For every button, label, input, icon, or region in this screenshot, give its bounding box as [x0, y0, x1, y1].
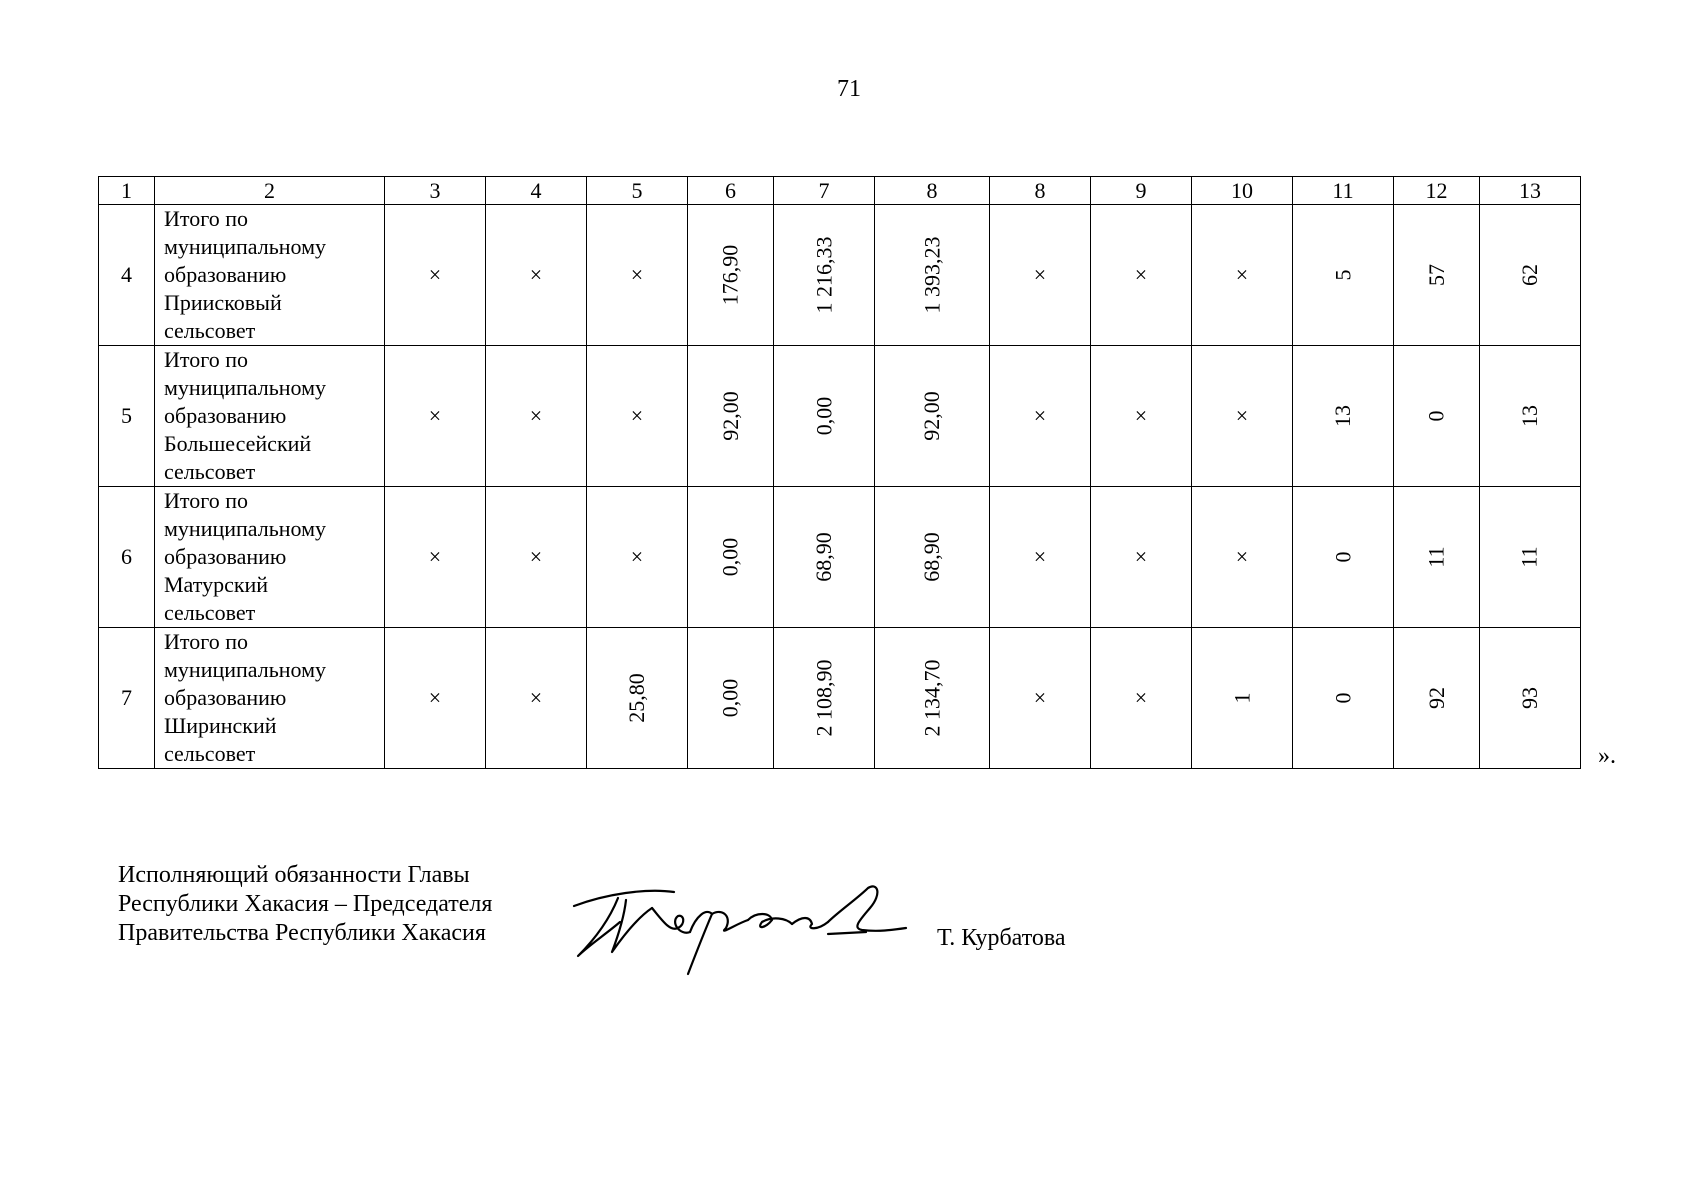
cell-value: 62 — [1517, 264, 1542, 286]
cell — [1091, 205, 1192, 346]
table-row — [99, 346, 1581, 487]
column-header: 5 — [587, 177, 688, 205]
cell-value: 1 393,23 — [919, 236, 944, 314]
column-header: 12 — [1394, 177, 1480, 205]
cell — [990, 346, 1091, 487]
cell — [1091, 487, 1192, 628]
column-header: 2 — [155, 177, 385, 205]
cell — [875, 628, 990, 769]
row-name-line: сельсовет — [164, 600, 256, 625]
row-name-line: сельсовет — [164, 318, 256, 343]
cell — [774, 205, 875, 346]
cell — [486, 628, 587, 769]
cell-value: 93 — [1517, 687, 1542, 709]
row-name — [155, 346, 385, 487]
cell-value: × — [428, 544, 442, 569]
cell-value: 13 — [1517, 405, 1542, 427]
column-header: 4 — [486, 177, 587, 205]
cell-value: 0 — [1423, 410, 1449, 422]
cell-value: × — [1235, 403, 1249, 428]
cell-value: 1 — [1229, 692, 1254, 704]
cell — [587, 628, 688, 769]
cell — [875, 346, 990, 487]
cell-value: × — [1134, 262, 1148, 287]
cell-value: 11 — [1423, 546, 1449, 568]
table-header-row — [99, 177, 1581, 205]
row-name-line: образованию — [164, 403, 287, 428]
cell — [385, 628, 486, 769]
cell — [990, 487, 1091, 628]
cell — [688, 205, 774, 346]
row-name-line: Ширинский — [164, 713, 277, 738]
cell — [1394, 487, 1480, 628]
cell — [688, 346, 774, 487]
cell-value: 92 — [1423, 687, 1449, 709]
cell — [990, 628, 1091, 769]
cell-value: 2 134,70 — [919, 659, 944, 737]
cell-value: × — [1033, 544, 1047, 569]
cell — [587, 205, 688, 346]
cell — [486, 205, 587, 346]
cell — [875, 205, 990, 346]
cell — [1293, 205, 1394, 346]
row-number: 5 — [99, 346, 155, 487]
row-name-line: Итого по — [164, 488, 248, 513]
cell — [1293, 346, 1394, 487]
cell-value: × — [529, 403, 543, 428]
cell — [1192, 628, 1293, 769]
cell-value: × — [428, 685, 442, 710]
cell-value: × — [1134, 403, 1148, 428]
cell — [688, 628, 774, 769]
cell — [587, 346, 688, 487]
cell — [1480, 628, 1581, 769]
cell-value: 0,00 — [717, 537, 743, 577]
row-name-line: Итого по — [164, 347, 248, 372]
cell-value: × — [630, 403, 644, 428]
cell — [486, 487, 587, 628]
closing-quote: ». — [1598, 743, 1616, 769]
signer-title — [118, 861, 492, 948]
table-row — [99, 628, 1581, 769]
cell — [1394, 346, 1480, 487]
cell-value: × — [1134, 544, 1148, 569]
row-name — [155, 205, 385, 346]
signer-title-line: Исполняющий обязанности Главы — [118, 862, 470, 888]
cell-value: 2 108,90 — [811, 659, 836, 737]
row-name-line: Матурский — [164, 572, 269, 597]
cell-value: × — [630, 262, 644, 287]
row-name — [155, 628, 385, 769]
signer-title-line: Республики Хакасия – Председателя — [118, 891, 493, 917]
cell-value: × — [630, 544, 644, 569]
cell-value: × — [529, 544, 543, 569]
signer-name: Т. Курбатова — [937, 925, 1066, 951]
row-name — [155, 487, 385, 628]
cell-value: 0,00 — [717, 678, 743, 718]
cell-value: × — [529, 685, 543, 710]
cell — [385, 346, 486, 487]
data-table — [98, 176, 1581, 769]
cell-value: 11 — [1517, 546, 1542, 568]
cell — [1480, 487, 1581, 628]
cell — [1293, 487, 1394, 628]
cell-value: 176,90 — [717, 244, 743, 306]
table-row — [99, 487, 1581, 628]
table-row — [99, 205, 1581, 346]
row-name-line: Итого по — [164, 629, 248, 654]
column-header: 9 — [1091, 177, 1192, 205]
cell — [587, 487, 688, 628]
cell-value: × — [1235, 262, 1249, 287]
cell — [1091, 628, 1192, 769]
cell — [1394, 628, 1480, 769]
cell-value: 0 — [1330, 551, 1355, 563]
column-header: 8 — [990, 177, 1091, 205]
cell-value: 68,90 — [811, 532, 836, 582]
cell-value: 57 — [1423, 264, 1449, 286]
cell-value: × — [428, 403, 442, 428]
row-number: 4 — [99, 205, 155, 346]
cell-value: × — [1033, 685, 1047, 710]
cell-value: 25,80 — [624, 673, 649, 723]
row-name-line: муниципальному — [164, 516, 327, 541]
cell — [1192, 346, 1293, 487]
cell-value: 68,90 — [919, 532, 944, 582]
cell-value: 1 216,33 — [811, 236, 836, 314]
cell — [774, 346, 875, 487]
cell — [385, 487, 486, 628]
column-header: 3 — [385, 177, 486, 205]
cell-value: × — [529, 262, 543, 287]
page-number: 71 — [837, 76, 861, 102]
cell — [1480, 205, 1581, 346]
row-number: 6 — [99, 487, 155, 628]
cell — [1192, 487, 1293, 628]
row-name-line: муниципальному — [164, 657, 327, 682]
cell-value: 92,00 — [717, 391, 743, 441]
cell-value: × — [1033, 403, 1047, 428]
cell — [1192, 205, 1293, 346]
row-name-line: Приисковый — [164, 290, 282, 315]
cell-value: 0,00 — [811, 396, 836, 436]
row-name-line: образованию — [164, 262, 287, 287]
column-header: 7 — [774, 177, 875, 205]
cell-value: × — [1134, 685, 1148, 710]
signer-title-line: Правительства Республики Хакасия — [118, 920, 486, 946]
cell-value: 5 — [1330, 269, 1355, 281]
row-name-line: образованию — [164, 544, 287, 569]
cell — [990, 205, 1091, 346]
column-header: 11 — [1293, 177, 1394, 205]
cell — [688, 487, 774, 628]
cell — [486, 346, 587, 487]
row-name-line: сельсовет — [164, 741, 256, 766]
cell-value: × — [1033, 262, 1047, 287]
row-name-line: Итого по — [164, 206, 248, 231]
cell — [875, 487, 990, 628]
column-header: 1 — [99, 177, 155, 205]
cell — [1480, 346, 1581, 487]
column-header: 8 — [875, 177, 990, 205]
column-header: 10 — [1192, 177, 1293, 205]
cell-value: × — [428, 262, 442, 287]
row-name-line: сельсовет — [164, 459, 256, 484]
cell — [774, 628, 875, 769]
row-name-line: Большесейский — [164, 431, 312, 456]
column-header: 13 — [1480, 177, 1581, 205]
cell-value: 92,00 — [919, 391, 944, 441]
row-name-line: образованию — [164, 685, 287, 710]
cell — [1293, 628, 1394, 769]
row-number: 7 — [99, 628, 155, 769]
cell-value: 13 — [1330, 405, 1355, 427]
row-name-line: муниципальному — [164, 375, 327, 400]
handwritten-signature — [566, 876, 911, 981]
column-header: 6 — [688, 177, 774, 205]
cell — [774, 487, 875, 628]
cell — [1091, 346, 1192, 487]
cell — [385, 205, 486, 346]
cell-value: × — [1235, 544, 1249, 569]
row-name-line: муниципальному — [164, 234, 327, 259]
cell-value: 0 — [1330, 692, 1355, 704]
cell — [1394, 205, 1480, 346]
